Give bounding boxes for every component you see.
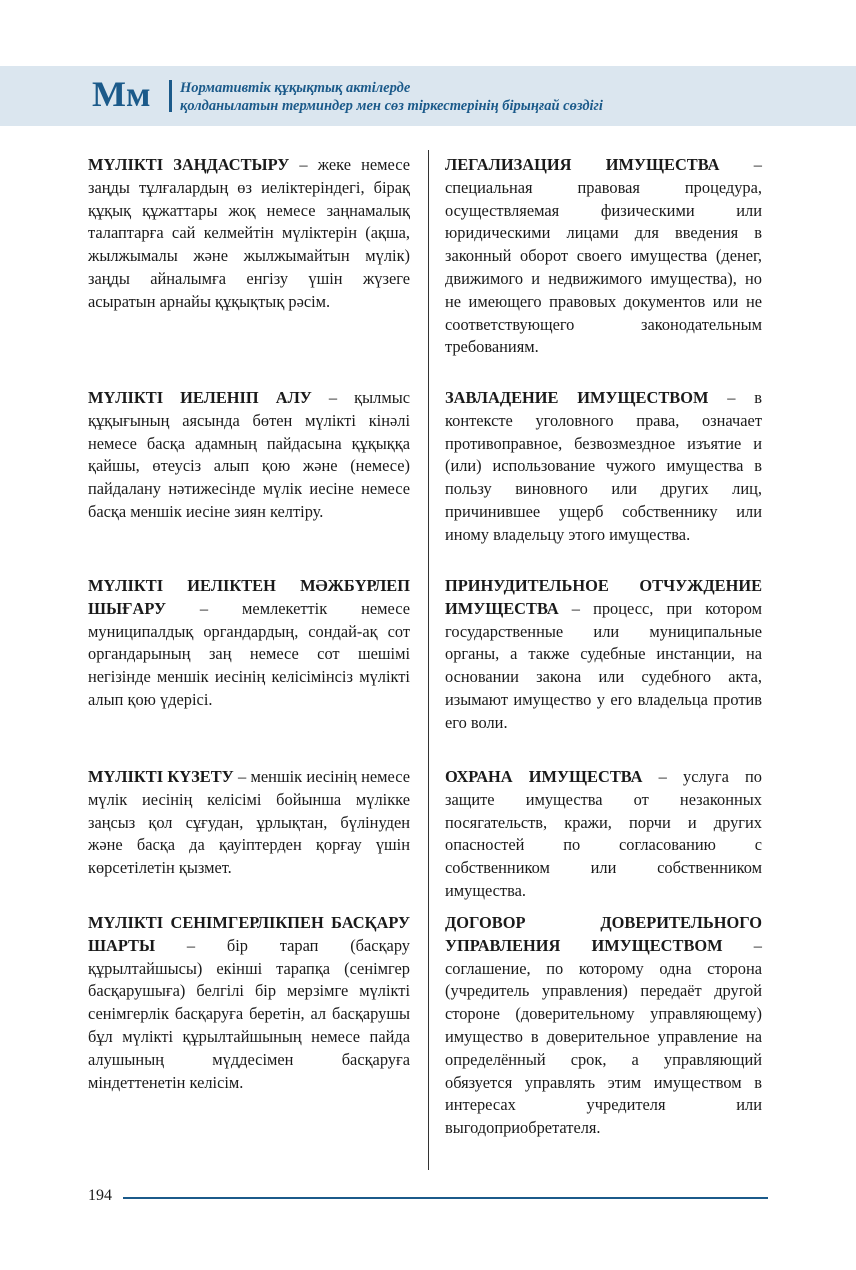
ru-definition: – услуга по защите имущества от незаконных посягательств, кражи, порчи и других опасностей по согласованию с собственником или собственником имущества. xyxy=(445,767,762,900)
kz-definition: – бір тарап (басқару құрылтайшысы) екінші тарапқа (сенімгер басқарушыға) белгілі бір мерзімге мүлікті сенімгерлік басқаруға беретін, ал басқарушы бұл мүлікті құрылтайшының немесе пайда алушының мүддесімен басқаруға міндеттенетін келісім. xyxy=(88,935,410,1092)
kz-term: МҮЛІКТІ ЗАҢДАСТЫРУ xyxy=(88,155,290,174)
ru-term: ПРИНУДИТЕЛЬНОЕ ОТЧУЖДЕНИЕ ИМУЩЕСТВА xyxy=(445,576,762,618)
section-letter: Мм xyxy=(92,74,151,114)
kz-term: МҮЛІКТІ ИЕЛІКТЕН МӘЖБҮРЛЕП ШЫҒАРУ xyxy=(88,576,410,618)
ru-definition: – соглашение, по которому одна сторона (учредитель управления) передаёт другой стороне (доверительному управляющему) имущество в доверительное управление на определённый срок, а управляющий обязуется управлять этим имуществом в интересах учредителя или выгодоприобретателя. xyxy=(445,935,762,1138)
kz-definition: – меншік иесінің немесе мүлік иесінің келісімі бойынша мүлікке заңсыз қол сұғудан, ұрлықтан, бүлінуден және басқа да қауіптерден қорғау үшін көрсетілетін қызмет. xyxy=(88,767,410,878)
ru-term: ЗАВЛАДЕНИЕ ИМУЩЕСТВОМ xyxy=(445,388,709,407)
dictionary-title-line-2: қолданылатын терминдер мен сөз тіркестерінің бірыңғай сөздігі xyxy=(180,98,603,114)
page-number: 194 xyxy=(88,1187,112,1204)
kz-definition: – жеке немесе заңды тұлғалардың өз иеліктеріндегі, бірақ құқық құжаттары жоқ немесе заңнамалық талаптарға сай келмейтін мүліктерін (ақша, жылжымалы және жылжымайтын мүлік) заңды айналымға енгізу үшін жүзеге асыратын арнайы құқықтық рәсім. xyxy=(88,155,410,311)
ru-entry xyxy=(445,154,762,359)
kz-term: МҮЛІКТІ КҮЗЕТУ xyxy=(88,767,234,786)
ru-definition: – специальная правовая процедура, осуществляемая физическими или юридическими лицами для введения в законный оборот своего имущества (денег, движимого и недвижимого имущества), но не имеющего правовых документов или не соответствующего законодательным требованиям. xyxy=(445,155,762,357)
kz-entry xyxy=(88,387,410,524)
kz-definition: – мемлекеттік немесе муниципалдық органдардың, сондай-ақ сот органдарының заң немесе сот шешімі негізінде меншік иесінің келісімінсіз мүлікті алып қою үдерісі. xyxy=(88,598,410,709)
kz-definition: – қылмыс құқығының аясында бөтен мүлікті кінәлі немесе басқа адамның пайдасына құқыққа қайшы, өтеусіз алып қою және (немесе) пайдалану нәтижесінде мүлік иесіне немесе басқа меншік иесіне зиян келтіру. xyxy=(88,388,410,521)
ru-entry xyxy=(445,387,762,547)
kz-entry xyxy=(88,912,410,1094)
ru-term: ОХРАНА ИМУЩЕСТВА xyxy=(445,767,643,786)
column-divider xyxy=(428,150,429,1170)
ru-term: ЛЕГАЛИЗАЦИЯ ИМУЩЕСТВА xyxy=(445,155,720,174)
ru-entry xyxy=(445,575,762,735)
kz-term: МҮЛІКТІ ИЕЛЕНІП АЛУ xyxy=(88,388,312,407)
kz-entry xyxy=(88,575,410,712)
ru-term: ДОГОВОР ДОВЕРИТЕЛЬНОГО УПРАВЛЕНИЯ ИМУЩЕСТВОМ xyxy=(445,913,762,955)
dictionary-title-line-1: Нормативтік құқықтық актілерде xyxy=(180,80,411,96)
kz-entry xyxy=(88,766,410,880)
ru-definition: – процесс, при котором государственные или муниципальные органы, а также судебные инстанции, на основании закона или судебного акта, изымают имущество у его владельца против его воли. xyxy=(445,598,762,732)
ru-entry xyxy=(445,766,762,903)
ru-definition: – в контексте уголовного права, означает противоправное, безвозмездное изъятие и (или) использование чужого имущества в пользу виновного или других лиц, причинившее ущерб собственнику или иному владельцу этого имущества. xyxy=(445,388,762,544)
dictionary-title xyxy=(180,79,603,115)
footer-rule xyxy=(123,1197,768,1199)
kz-term: МҮЛІКТІ СЕНІМГЕРЛІКПЕН БАСҚАРУ ШАРТЫ xyxy=(88,913,410,955)
kz-entry xyxy=(88,154,410,314)
ru-entry xyxy=(445,912,762,1140)
header-separator xyxy=(169,80,172,112)
